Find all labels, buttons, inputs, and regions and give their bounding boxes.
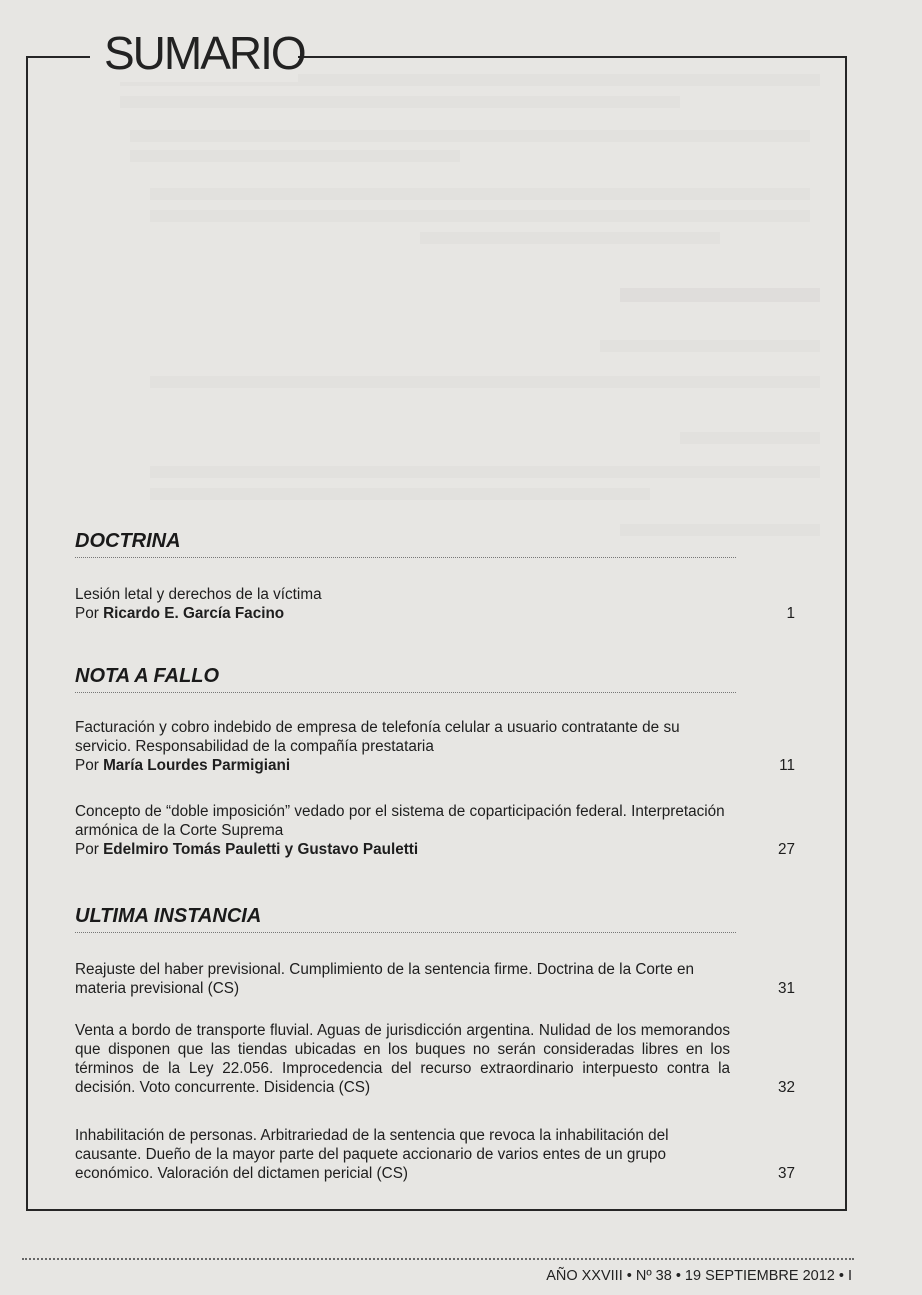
entry-author: Ricardo E. García Facino <box>103 605 285 622</box>
entry-author: Edelmiro Tomás Pauletti y Gustavo Pauletti <box>103 841 419 858</box>
page-number: 37 <box>777 1165 795 1182</box>
toc-entry[interactable] <box>75 718 795 775</box>
toc-entry[interactable] <box>75 585 795 623</box>
entry-title: Concepto de “doble imposición” vedado por el sistema de coparticipación federal. Interpretación armónica de la Corte Suprema <box>75 803 725 839</box>
page-number: 31 <box>777 980 795 997</box>
section-heading-ultima-instancia: ULTIMA INSTANCIA <box>75 905 736 933</box>
toc-entry[interactable] <box>75 1021 795 1097</box>
toc-entry[interactable] <box>75 802 795 859</box>
page-title: SUMARIO <box>104 27 305 79</box>
entry-title: Venta a bordo de transporte fluvial. Aguas de jurisdicción argentina. Nulidad de los memorandos que disponen que las tiendas ubicadas en los buques no serán consideradas libres en los términos de la Ley 22.056. Improcedencia del recurso extraordinario interpuesto contra la decisión. Voto concurrente. Disidencia (CS) <box>75 1022 730 1096</box>
author-prefix: Por <box>75 605 104 622</box>
toc-entry[interactable] <box>75 1126 795 1183</box>
footer-divider <box>22 1258 854 1260</box>
issue-footer: AÑO XXVIII • Nº 38 • 19 SEPTIEMBRE 2012 • I <box>546 1268 852 1284</box>
section-heading-nota-a-fallo: NOTA A FALLO <box>75 665 736 693</box>
entry-title: Inhabilitación de personas. Arbitrariedad de la sentencia que revoca la inhabilitación del causante. Dueño de la mayor parte del paquete accionario de varios entes de un grupo económico. Valoración del dictamen pericial (CS) <box>75 1127 669 1182</box>
page-number: 11 <box>779 757 795 774</box>
page-number: 32 <box>777 1079 795 1096</box>
entry-title: Reajuste del haber previsional. Cumplimiento de la sentencia firme. Doctrina de la Corte en materia previsional (CS) <box>75 961 694 997</box>
page-number: 27 <box>777 841 795 858</box>
entry-title: Facturación y cobro indebido de empresa de telefonía celular a usuario contratante de su servicio. Responsabilidad de la compañía prestataria <box>75 719 680 755</box>
section-heading-doctrina: DOCTRINA <box>75 530 736 558</box>
toc-entry[interactable] <box>75 960 795 998</box>
page-number: 1 <box>786 605 795 622</box>
author-prefix: Por <box>75 757 104 774</box>
author-prefix: Por <box>75 841 104 858</box>
entry-title: Lesión letal y derechos de la víctima <box>75 586 322 603</box>
entry-author: María Lourdes Parmigiani <box>103 757 291 774</box>
